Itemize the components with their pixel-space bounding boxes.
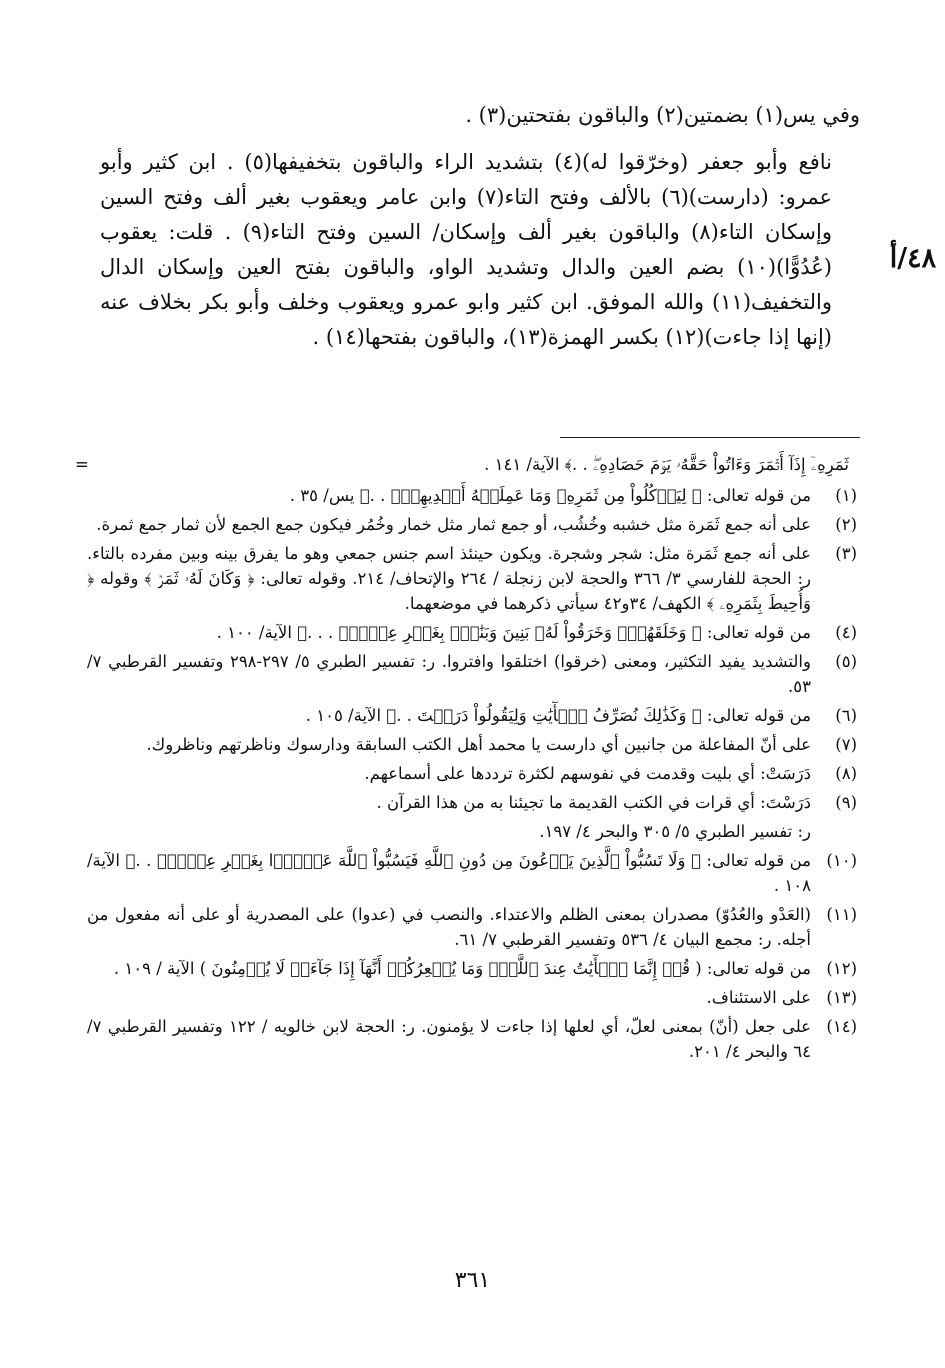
footnote-5 (87, 649, 857, 699)
footnote-text: (العَدْو والعُدُوّ) مصدران بمعنى الظلم والاعتداء. والنصب في (عدوا) على المصدرية أو على أنه مفعول من أجله. ر: مجمع البيان ٤/ ٥٣٦ وتفسير القرطبي ٧/ ٦١. (87, 905, 811, 949)
footnote-text: من قوله تعالى: ﴿ وَلَا تَسُبُّواْ ٱلَّذِينَ يَدۡعُونَ مِن دُونِ ٱللَّهِ فَيَسُبُّواْ ٱللَّهَ عَدۡوَۢا بِغَيۡرِ عِلۡمٖۗ . .﴾ الآية/ ١٠٨ . (87, 851, 811, 895)
footnote-continuation (75, 452, 857, 477)
footnote-number: (٨) (835, 764, 857, 783)
main-paragraph-2: نافع وأبو جعفر (وخرّقوا له)(٤) بتشديد الراء والباقون بتخفيفها(٥) . ابن كثير وأبو عمرو: (دارست)(٦) بالألف وفتح التاء(٧) وابن عامر ويعقوب بغير ألف وفتح السين وإسكان التاء(٨) والباقون بغير ألف وإسكان/ السين وفتح التاء(٩) . قلت: يعقوب (عُدُوًّا)(١٠) بضم العين والدال وتشديد الواو، والباقون بفتح العين وإسكان الدال والتخفيف(١١) والله الموفق. ابن كثير وابو عمرو ويعقوب وخلف وأبو بكر بخلاف عنه (إنها إذا جاءت)(١٢) بكسر الهمزة(١٣)، والباقون بفتحها(١٤) . (100, 150, 832, 349)
footnote-number: (١٢) (826, 959, 857, 978)
footnote-12 (87, 956, 857, 981)
footnote-text: دَرَسَتْ: أي بليت وقدمت في نفوسهم لكثرة ترددها على أسماعهم. (364, 764, 811, 783)
continuation-marker: = (75, 455, 89, 474)
footnote-8 (87, 761, 857, 786)
footnote-14 (87, 1014, 857, 1064)
footnote-2 (87, 512, 857, 537)
footnote-number: (٦) (835, 706, 857, 725)
footnote-number: (١٠) (826, 851, 857, 870)
footnote-text: على أنه جمع ثَمَرة مثل: شجر وشجرة. ويكون حينئذ اسم جنس جمعي وهو ما يفرق بينه وبين مفرده بالتاء. ر: الحجة للفارسي ٣/ ٣٦٦ والحجة لابن زنجلة / ٢٦٤ والإتحاف/ ٢١٤. وقوله تعالى: ﴿ وَكَانَ لَهُۥ ثَمَرٞ ﴾ وقوله ﴿ وَأُحِيطَ بِثَمَرِهِۦ ﴾ الكهف/ ٣٤و٤٢ سيأتي ذكرهما في موضعهما. (87, 544, 812, 613)
footnote-10 (87, 848, 857, 898)
footnote-9 (87, 790, 857, 815)
continuation-text: ثَمَرِهِۦٓ إِذَآ أَثۡمَرَ وَءَاتُواْ حَقَّهُۥ يَوۡمَ حَصَادِهِۦۖ . .﴾ الآية/ ١٤١ . (484, 455, 849, 474)
footnote-text: من قوله تعالى: ﴿ وَكَذَٰلِكَ نُصَرِّفُ ٱلۡأٓيَٰتِ وَلِيَقُولُواْ دَرَسۡتَ . .﴾ الآية/ ١٠٥ . (305, 706, 811, 725)
footnote-number: (٤) (835, 623, 857, 642)
footnote-4 (87, 620, 857, 645)
footnote-number: (٥) (835, 652, 857, 671)
footnote-text: من قوله تعالى: ﴿ لِيَأۡكُلُواْ مِن ثَمَرِهِۦ وَمَا عَمِلَتۡهُ أَيۡدِيهِمۡۚ . .﴾ يس/ ٣٥ . (289, 486, 811, 505)
footnotes (75, 452, 857, 1068)
footnote-number: (١٤) (826, 1017, 857, 1036)
footnote-number: (٣) (835, 544, 857, 563)
main-text (100, 98, 860, 355)
footnote-11 (87, 902, 857, 952)
footnote-reference-line: ر: تفسير الطبري ٥/ ٣٠٥ والبحر ٤/ ١٩٧. (539, 822, 811, 841)
footnote-number: (٢) (835, 515, 857, 534)
footnote-13 (87, 985, 857, 1010)
footnote-text: من قوله تعالى: ﴿ وَخَلَقَهُمۡۖ وَخَرَقُواْ لَهُۥ بَنِينَ وَبَنَٰتِۭ بِغَيۡرِ عِلۡمٖۚ . . .﴾ الآية/ ١٠٠ . (216, 623, 811, 642)
footnote-text: على جعل (أنّ) بمعنى لعلّ، أي لعلها إذا جاءت لا يؤمنون. ر: الحجة لابن خالويه / ١٢٢ وتفسير القرطبي ٧/ ٦٤ والبحر ٤/ ٢٠١. (87, 1017, 812, 1061)
footnote-number: (٩) (835, 793, 857, 812)
footnote-number: (١) (835, 486, 857, 505)
footnote-6 (87, 703, 857, 728)
main-paragraph-1: وفي يس(١) بضمتين(٢) والباقون بفتحتين(٣) . (465, 103, 860, 127)
footnote-text: على الاستئناف. (706, 988, 811, 1007)
footnote-divider (560, 437, 860, 438)
footnote-text: على أنه جمع ثَمَرة مثل خشبه وخُشُب، أو جمع ثمار مثل خمار وخُمُر فيكون جمع الجمع لأن ثمار جمع ثمرة. (96, 515, 811, 534)
footnote-3 (87, 541, 857, 616)
footnote-text: من قوله تعالى: ( قُلۡ إِنَّمَا ٱلۡأٓيَٰتُ عِندَ ٱللَّهِۖ وَمَا يُشۡعِرُكُمۡ أَنَّهَآ إِذَا جَآءَتۡ لَا يُؤۡمِنُونَ ) الآية / ١٠٩ . (113, 959, 811, 978)
footnote-text: دَرَسْتَ: أي قرات في الكتب القديمة ما تجيئنا به من هذا القرآن . (376, 793, 811, 812)
page-number: ٣٦١ (454, 1268, 491, 1293)
footnote-number: (٧) (835, 735, 857, 754)
footnote-1 (87, 483, 857, 508)
footnote-7 (87, 732, 857, 757)
footnote-text: على أنّ المفاعلة من جانبين أي دارست يا محمد أهل الكتب السابقة ودارسوك وناظرتهم وناظروك. (146, 735, 811, 754)
footnote-number: (١٣) (826, 988, 857, 1007)
footnote-number: (١١) (826, 905, 857, 924)
footnote-text: والتشديد يفيد التكثير، ومعنى (خرقوا) اختلقوا وافتروا. ر: تفسير الطبري ٥/ ٢٩٧-٢٩٨ وتفسير القرطبي ٧/ ٥٣. (87, 652, 811, 696)
margin-folio-reference: ٤٨/أ (889, 243, 937, 274)
